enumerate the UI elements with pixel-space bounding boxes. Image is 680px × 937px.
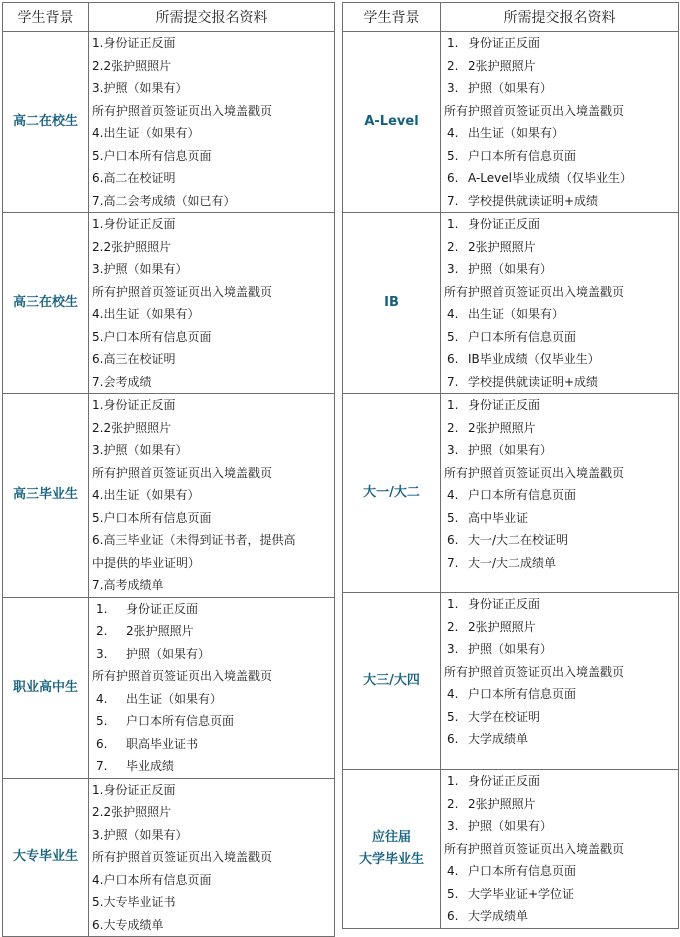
list-item [441, 439, 678, 462]
list-item [441, 77, 678, 100]
item-number: 6. [92, 171, 104, 185]
item-text: 户口本所有信息页面 [468, 488, 577, 502]
student-background-label: 大专毕业生 [12, 849, 78, 865]
list-item [89, 824, 334, 847]
student-background-label: 大三/大四 [363, 673, 420, 688]
item-text: 高三在校证明 [103, 352, 176, 366]
list-item [441, 371, 678, 394]
item-text: 出生证（如果有） [468, 126, 565, 140]
item-text: 户口本所有信息页面 [468, 864, 577, 878]
item-text: 身份证正反面 [468, 36, 541, 50]
item-text: 大学在校证明 [468, 709, 541, 724]
requirements-table-left [2, 2, 335, 937]
item-text: 所有护照首页签证页出入境盖戳页 [92, 284, 273, 299]
item-text: 护照（如果有） [468, 443, 553, 457]
list-item [441, 661, 678, 684]
list-item [89, 236, 334, 259]
item-number: 7. [447, 555, 459, 570]
list-item [89, 620, 334, 643]
item-number: 4. [447, 687, 459, 701]
item-text: 2张护照照片 [468, 239, 536, 254]
item-text: 户口本所有信息页面 [468, 329, 577, 344]
list-item [89, 846, 334, 869]
item-text: 所有护照首页签证页出入境盖戳页 [92, 669, 273, 683]
item-text: 所有护照首页签证页出入境盖戳页 [444, 465, 625, 480]
list-item [89, 552, 334, 575]
item-text: 身份证正反面 [103, 782, 176, 797]
item-number: 1. [92, 217, 104, 231]
list-item [441, 815, 678, 838]
table-row [3, 213, 335, 394]
item-text: 大专成绩单 [103, 917, 164, 932]
item-number: 1. [447, 774, 459, 788]
student-background-cell [3, 597, 89, 778]
list-item [441, 348, 678, 371]
student-background-cell [343, 394, 441, 593]
student-background-cell [343, 32, 441, 213]
item-number: 5. [96, 714, 108, 728]
list-item [89, 779, 334, 802]
materials-cell [441, 394, 679, 593]
item-text: 身份证正反面 [468, 597, 541, 611]
item-number: 3. [447, 81, 459, 95]
item-number: 6. [447, 171, 459, 185]
item-text: 护照（如果有） [103, 81, 188, 95]
item-text: 身份证正反面 [468, 774, 541, 788]
list-item [441, 213, 678, 236]
header-background: 学生背景 [3, 3, 89, 32]
item-number: 3. [447, 262, 459, 276]
item-number: 4. [92, 488, 104, 502]
item-text: 大一/大二成绩单 [468, 555, 557, 570]
list-item [441, 190, 678, 213]
item-number: 5. [447, 148, 459, 163]
list-item [89, 55, 334, 78]
item-number: 4. [92, 872, 104, 887]
list-item [441, 122, 678, 145]
item-number: 5. [92, 895, 104, 909]
item-text: 所有护照首页签证页出入境盖戳页 [92, 103, 273, 118]
student-background-cell [3, 778, 89, 937]
list-item [441, 838, 678, 861]
materials-cell [89, 778, 335, 937]
list-item [89, 213, 334, 236]
item-number: 4. [447, 126, 459, 140]
materials-cell [441, 213, 679, 394]
table-row [3, 394, 335, 598]
item-number: 1. [92, 398, 104, 412]
list-item [441, 417, 678, 440]
item-text: 高三毕业证（未得到证书者，提供高 [103, 533, 296, 547]
list-item [441, 145, 678, 168]
item-text: IB毕业成绩（仅毕业生） [468, 352, 600, 366]
item-text: 户口本所有信息页面 [468, 148, 577, 163]
item-text: 户口本所有信息页面 [468, 687, 577, 701]
student-background-cell [3, 213, 89, 394]
list-item [89, 122, 334, 145]
item-number: 3. [447, 642, 459, 656]
item-text: 毕业成绩 [126, 759, 175, 773]
table-row [343, 213, 679, 394]
item-text: 出生证（如果有） [103, 488, 200, 502]
item-number: 5. [92, 329, 104, 344]
list-item [89, 303, 334, 326]
list-item [89, 371, 334, 394]
item-number: 7. [92, 193, 104, 208]
list-item [89, 869, 334, 892]
table-row [343, 593, 679, 770]
list-item [441, 860, 678, 883]
item-text: 出生证（如果有） [468, 307, 565, 321]
list-item [441, 552, 678, 575]
materials-cell [441, 32, 679, 213]
materials-cell [89, 32, 335, 213]
item-text: 高二会考成绩（如已有） [103, 193, 236, 208]
list-item [441, 167, 678, 190]
item-number: 2. [447, 619, 459, 634]
item-number: 6. [447, 909, 459, 923]
item-text: 大学成绩单 [468, 909, 529, 923]
list-item [89, 417, 334, 440]
student-background-cell [343, 770, 441, 929]
requirements-table-right [342, 2, 679, 929]
item-text: 职高毕业证书 [126, 736, 199, 751]
list-item [89, 145, 334, 168]
item-text: 高中毕业证 [468, 510, 529, 525]
item-number: 3. [447, 819, 459, 833]
item-number: 1. [92, 782, 104, 797]
item-number: 7. [447, 193, 459, 208]
item-number: 4. [92, 307, 104, 321]
item-text: 高考成绩单 [103, 578, 164, 592]
item-text: 户口本所有信息页面 [126, 714, 235, 728]
table-row [343, 32, 679, 213]
list-item [89, 326, 334, 349]
item-number: 4. [92, 126, 104, 140]
item-text: 大一/大二在校证明 [468, 533, 569, 547]
header-background: 学生背景 [343, 3, 441, 32]
item-text: 护照（如果有） [468, 262, 553, 276]
item-text: 户口本所有信息页面 [103, 872, 212, 887]
item-number: 2. [92, 239, 104, 254]
item-number: 5. [447, 510, 459, 525]
item-text: 大学成绩单 [468, 732, 529, 746]
list-item [441, 638, 678, 661]
list-item [441, 258, 678, 281]
item-number: 6. [92, 352, 104, 366]
list-item [89, 710, 334, 733]
table-row [3, 32, 335, 213]
item-number: 6. [447, 732, 459, 746]
item-text: 所有护照首页签证页出入境盖戳页 [444, 841, 625, 856]
item-text: 身份证正反面 [103, 217, 176, 231]
list-item [89, 32, 334, 55]
item-number: 1. [447, 398, 459, 412]
list-item [89, 258, 334, 281]
item-text: 2张护照照片 [103, 58, 172, 73]
item-number: 4. [447, 488, 459, 502]
materials-cell [441, 770, 679, 929]
list-item [441, 394, 678, 417]
list-item [89, 529, 334, 552]
list-item [89, 755, 334, 778]
item-text: 出生证（如果有） [103, 126, 200, 140]
item-text: 护照（如果有） [468, 819, 553, 833]
list-item [89, 484, 334, 507]
item-text: 学校提供就读证明+成绩 [468, 193, 599, 208]
item-number: 2. [447, 239, 459, 254]
item-text: 所有护照首页签证页出入境盖戳页 [92, 465, 273, 480]
item-text: 护照（如果有） [468, 81, 553, 95]
item-text: 所有护照首页签证页出入境盖戳页 [444, 284, 625, 299]
item-text: 所有护照首页签证页出入境盖戳页 [444, 103, 625, 118]
list-item [89, 348, 334, 371]
item-number: 6. [96, 736, 108, 751]
item-number: 2. [92, 420, 104, 435]
item-number: 5. [447, 709, 459, 724]
item-number: 1. [96, 601, 108, 616]
list-item [89, 281, 334, 304]
list-item [441, 793, 678, 816]
list-item [89, 643, 334, 666]
item-number: 3. [92, 443, 104, 457]
item-text: 2张护照照片 [103, 239, 172, 254]
student-background-label: 高三毕业生 [12, 487, 78, 503]
list-item [89, 507, 334, 530]
list-item [441, 236, 678, 259]
item-number: 1. [92, 36, 104, 50]
item-text: 2张护照照片 [468, 58, 536, 73]
item-text: 学校提供就读证明+成绩 [468, 374, 599, 389]
item-text: 2张护照照片 [468, 796, 536, 811]
item-number: 6. [447, 352, 459, 366]
student-background-label: 高二在校生 [12, 114, 78, 129]
table-row [3, 597, 335, 778]
list-item [89, 439, 334, 462]
item-text: 2张护照照片 [103, 420, 172, 435]
list-item [441, 529, 678, 552]
list-item [89, 574, 334, 597]
item-number: 2. [92, 805, 104, 819]
item-number: 1. [447, 217, 459, 231]
item-text: 2张护照照片 [468, 619, 536, 634]
list-item [441, 770, 678, 793]
item-text: 所有护照首页签证页出入境盖戳页 [92, 850, 273, 864]
item-text: 护照（如果有） [468, 642, 553, 656]
item-number: 2. [447, 420, 459, 435]
list-item [441, 326, 678, 349]
item-text: 大学毕业证+学位证 [468, 886, 575, 901]
table-row [343, 770, 679, 929]
materials-cell [89, 213, 335, 394]
item-number: 4. [447, 307, 459, 321]
student-background-label: 高三在校生 [12, 295, 78, 310]
item-number: 1. [447, 36, 459, 50]
item-text: 护照（如果有） [103, 827, 188, 842]
list-item [441, 484, 678, 507]
student-background-cell [343, 213, 441, 394]
item-number: 5. [92, 510, 104, 525]
item-number: 1. [447, 597, 459, 611]
list-item [441, 883, 678, 906]
list-item [441, 593, 678, 616]
item-number: 4. [447, 864, 459, 878]
item-text: 护照（如果有） [103, 262, 188, 276]
item-number: 2. [92, 58, 104, 73]
item-text: 身份证正反面 [103, 36, 176, 50]
item-number: 4. [96, 691, 108, 706]
item-text: 户口本所有信息页面 [103, 148, 212, 163]
student-background-label: IB [384, 295, 399, 310]
list-item [89, 167, 334, 190]
table-row [343, 394, 679, 593]
item-text: 身份证正反面 [103, 398, 176, 412]
list-item [441, 728, 678, 751]
item-number: 7. [92, 374, 104, 389]
item-number: 7. [92, 578, 104, 592]
item-number: 5. [92, 148, 104, 163]
item-text: 中提供的毕业证明） [92, 555, 201, 570]
item-text: 会考成绩 [103, 374, 152, 389]
item-text: 2张护照照片 [468, 420, 536, 435]
item-text: A-Level毕业成绩（仅毕业生） [468, 171, 632, 185]
list-item [89, 665, 334, 688]
item-text: 身份证正反面 [468, 217, 541, 231]
item-number: 5. [447, 329, 459, 344]
item-text: 2张护照照片 [103, 805, 172, 819]
item-text: 护照（如果有） [103, 443, 188, 457]
item-number: 3. [92, 81, 104, 95]
list-item [89, 190, 334, 213]
list-item [441, 706, 678, 729]
student-background-cell [3, 32, 89, 213]
item-text: 身份证正反面 [468, 398, 541, 412]
list-item [441, 281, 678, 304]
list-item [441, 616, 678, 639]
item-number: 3. [92, 827, 104, 842]
student-background-label: 大一/大二 [363, 485, 420, 500]
list-item [441, 100, 678, 123]
list-item [441, 507, 678, 530]
item-text: 户口本所有信息页面 [103, 329, 212, 344]
item-number: 2. [447, 796, 459, 811]
item-text: 2张护照照片 [126, 624, 194, 638]
item-number: 5. [447, 886, 459, 901]
list-item [441, 55, 678, 78]
materials-cell [89, 394, 335, 598]
list-item [441, 462, 678, 485]
item-number: 3. [447, 443, 459, 457]
student-background-label: 职业高中生 [12, 679, 78, 695]
item-number: 6. [92, 917, 104, 932]
table-header-row [343, 3, 679, 32]
list-item [89, 891, 334, 914]
item-number: 6. [447, 533, 459, 547]
list-item [89, 801, 334, 824]
student-background-cell [343, 593, 441, 770]
list-item [89, 77, 334, 100]
item-number: 2. [96, 624, 108, 638]
list-item [89, 688, 334, 711]
item-text: 所有护照首页签证页出入境盖戳页 [444, 664, 625, 679]
item-number: 6. [92, 533, 104, 547]
header-materials: 所需提交报名资料 [441, 3, 679, 32]
table-header-row [3, 3, 335, 32]
materials-cell [89, 597, 335, 778]
item-text: 高二在校证明 [103, 171, 176, 185]
item-number: 3. [92, 262, 104, 276]
item-text: 大专毕业证书 [103, 895, 176, 909]
student-background-label: 应往届 大学毕业生 [358, 829, 424, 867]
header-materials: 所需提交报名资料 [89, 3, 335, 32]
list-item [89, 914, 334, 937]
list-item [89, 394, 334, 417]
student-background-cell [3, 394, 89, 598]
item-text: 身份证正反面 [126, 601, 199, 616]
list-item [89, 100, 334, 123]
list-item [89, 733, 334, 756]
materials-cell [441, 593, 679, 770]
list-item [89, 462, 334, 485]
list-item [441, 303, 678, 326]
item-number: 2. [447, 58, 459, 73]
item-text: 护照（如果有） [126, 646, 211, 661]
list-item [89, 598, 334, 621]
item-text: 出生证（如果有） [103, 307, 200, 321]
student-background-label: A-Level [364, 114, 419, 129]
list-item [441, 683, 678, 706]
item-number: 7. [96, 759, 108, 773]
item-number: 7. [447, 374, 459, 389]
list-item [441, 905, 678, 928]
item-text: 户口本所有信息页面 [103, 510, 212, 525]
list-item [441, 32, 678, 55]
item-number: 3. [96, 646, 108, 661]
item-text: 出生证（如果有） [126, 691, 223, 706]
table-row [3, 778, 335, 937]
